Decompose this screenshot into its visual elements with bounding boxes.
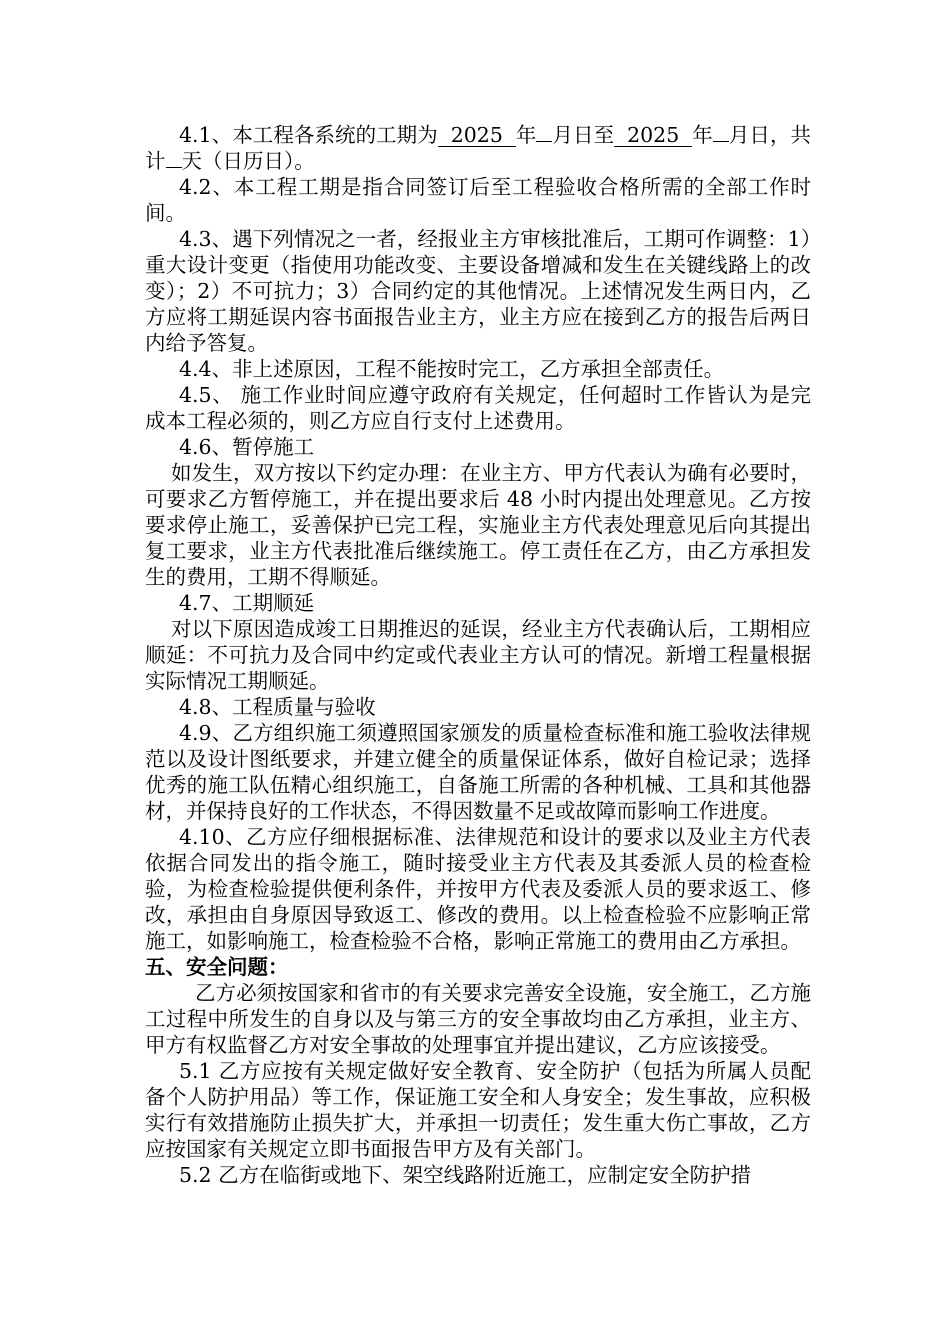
- end-year-field: 2025: [614, 124, 692, 147]
- section-5-intro: 乙方必须按国家和省市的有关要求完善安全设施，安全施工，乙方施工过程中所发生的自身以及与第三方的安全事故均由乙方承担，业主方、甲方有权监督乙方对安全事故的处理事宜并提出建议，乙方应该接受。: [145, 981, 811, 1057]
- clause-4-2: 4.2、本工程工期是指合同签订后至工程验收合格所需的全部工作时间。: [145, 175, 811, 225]
- month-unit-1: 月: [552, 123, 574, 147]
- total-prefix: 共计: [145, 123, 812, 173]
- day-unit-1: 日至: [573, 123, 615, 147]
- clause-4-6-title: 4.6、暂停施工: [179, 435, 315, 459]
- total-days-field: [166, 167, 182, 168]
- clause-4-4: 4.4、非上述原因，工程不能按时完工，乙方承担全部责任。: [179, 357, 725, 381]
- start-month-field: [536, 141, 552, 142]
- clause-4-9: 4.9、乙方组织施工须遵照国家颁发的质量检查标准和施工验收法律规范以及设计图纸要求，并建立健全的质量保证体系，做好自检记录；选择优秀的施工队伍精心组织施工，自备施工所需的各种机械、工具和其他器材，并保持良好的工作状态，不得因数量不足或故障而影响工作进度。: [145, 721, 811, 823]
- clause-4-1: [145, 122, 811, 174]
- clause-4-3: 4.3、遇下列情况之一者，经报业主方审核批准后，工期可作调整：1）重大设计变更（指使用功能改变、主要设备增减和发生在关键线路上的改变）；2）不可抗力；3）合同约定的其他情况。上述情况发生两日内，乙方应将工期延误内容书面报告业主方，业主方应在接到乙方的报告后两日内给予答复。: [145, 227, 811, 355]
- clause-4-7-title: 4.7、工期顺延: [179, 591, 315, 615]
- document-page: [145, 122, 811, 1188]
- start-year-field: 2025: [438, 124, 516, 147]
- section-5-title: 五、安全问题：: [145, 955, 289, 979]
- total-suffix: 天（日历日）。: [181, 149, 315, 173]
- end-month-field: [713, 141, 729, 142]
- month-unit-2: 月: [728, 123, 750, 147]
- year-unit-1: 年: [515, 123, 537, 147]
- clause-4-5: 4.5、 施工作业时间应遵守政府有关规定，任何超时工作皆认为是完成本工程必须的，则乙方应自行支付上述费用。: [145, 383, 811, 433]
- year-unit-2: 年: [692, 123, 713, 147]
- clause-4-6-body: 如发生，双方按以下约定办理：在业主方、甲方代表认为确有必要时，可要求乙方暂停施工，并在提出要求后 48 小时内提出处理意见。乙方按要求停止施工，妥善保护已完工程，实施业主方代表处理意见后向其提出复工要求，业主方代表批准后继续施工。停工责任在乙方，由乙方承担发生的费用，工期不得顺延。: [145, 461, 811, 589]
- clause-4-10: 4.10、乙方应仔细根据标准、法律规范和设计的要求以及业主方代表依据合同发出的指令施工，随时接受业主方代表及其委派人员的检查检验，为检查检验提供便利条件，并按甲方代表及委派人员的要求返工、修改，承担由自身原因导致返工、修改的费用。以上检查检验不应影响正常施工，如影响施工，检查检验不合格，影响正常施工的费用由乙方承担。: [145, 825, 811, 953]
- day-unit-2: 日，: [749, 123, 791, 147]
- clause-4-8-title: 4.8、工程质量与验收: [179, 695, 376, 719]
- clause-4-7-body: 对以下原因造成竣工日期推迟的延误，经业主方代表确认后，工期相应顺延：不可抗力及合同中约定或代表业主方认可的情况。新增工程量根据实际情况工期顺延。: [145, 617, 811, 693]
- clause-5-2: 5.2 乙方在临街或地下、架空线路附近施工，应制定安全防护措: [179, 1163, 752, 1187]
- clause-5-1: 5.1 乙方应按有关规定做好安全教育、安全防护（包括为所属人员配备个人防护用品）等工作，保证施工安全和人身安全；发生事故，应积极实行有效措施防止损失扩大，并承担一切责任；发生重大伤亡事故，乙方应按国家有关规定立即书面报告甲方及有关部门。: [145, 1059, 811, 1161]
- clause-4-1-prefix: 4.1、本工程各系统的工期为: [179, 123, 438, 147]
